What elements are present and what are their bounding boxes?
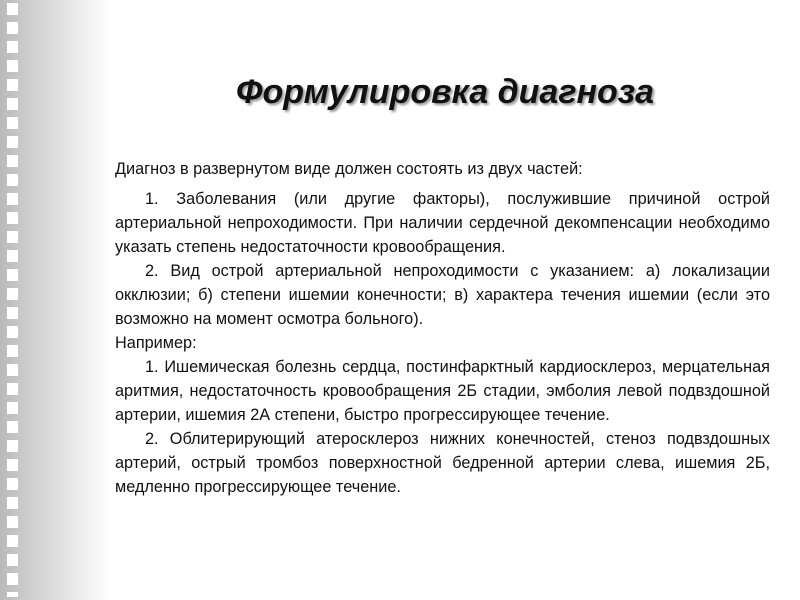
film-strip-decoration [0,0,110,600]
slide-body [115,157,770,499]
intro-text: Диагноз в развернутом виде должен состоять из двух частей: [115,160,583,178]
example-2: 2. Облитерирующий атеросклероз нижних конечностей, стеноз подвздошных артерий, острый тромбоз поверхностной бедренной артерии слева, ишемия 2Б, медленно прогрессирующее течение. [115,430,770,496]
slide-title: Формулировка диагноза [235,73,655,111]
diagnosis-part-2: 2. Вид острой артериальной непроходимости с указанием: а) локализации окклюзии; б) степени ишемии конечности; в) характера течения ишемии (если это возможно на момент осмотра больного). [115,262,770,328]
diagnosis-part-1: 1. Заболевания (или другие факторы), послужившие причиной острой артериальной непроходимости. При наличии сердечной декомпенсации необходимо указать степень недостаточности кровообращения. [115,190,770,256]
example-label: Например: [115,334,197,352]
film-perforations [7,3,18,597]
example-1: 1. Ишемическая болезнь сердца, постинфарктный кардиосклероз, мерцательная аритмия, недостаточность кровообращения 2Б стадии, эмболия левой подвздошной артерии, ишемия 2А степени, быстро прогрессирующее течение. [115,358,770,424]
